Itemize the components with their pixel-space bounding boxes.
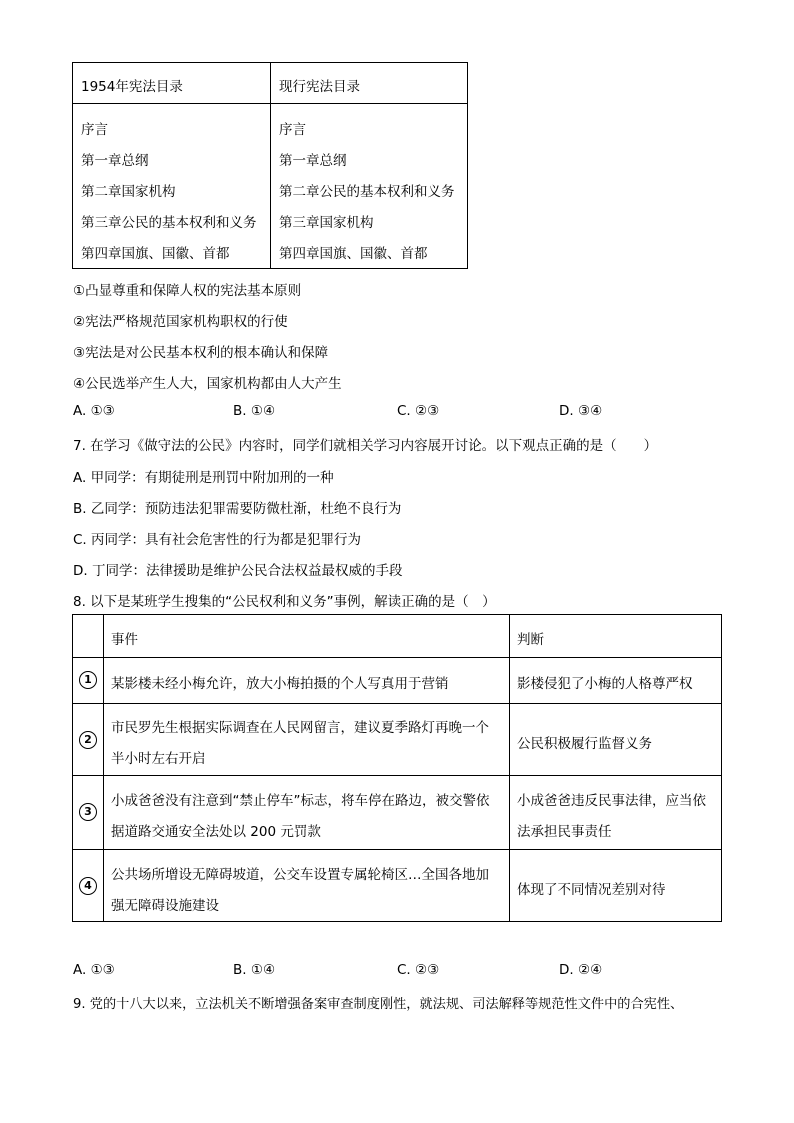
table-cell: 某影楼未经小梅允许，放大小梅拍摄的个人写真用于营销: [111, 676, 449, 692]
question-stem: 8. 以下是某班学生搜集的“公民权利和义务”事例，解读正确的是（ ）: [73, 594, 496, 610]
table-cell: 第二章公民的基本权利和义务: [279, 184, 455, 200]
table-cell: 公共场所增设无障碍坡道，公交车设置专属轮椅区…全国各地加: [111, 867, 489, 883]
option-c: C. ②③: [397, 403, 440, 419]
row-number-badge: 4: [79, 877, 97, 895]
table-cell: 第一章总纲: [81, 153, 149, 169]
rights-duties-table: [72, 614, 722, 922]
table-cell: 第四章国旗、国徽、首都: [81, 246, 230, 262]
question-stem: 9. 党的十八大以来，立法机关不断增强备案审查制度刚性，就法规、司法解释等规范性文件中的合宪性、: [73, 997, 684, 1012]
table-cell: 序言: [279, 122, 306, 138]
table-cell: 序言: [81, 122, 108, 138]
option-c: C. 丙同学：具有社会危害性的行为都是犯罪行为: [73, 532, 362, 548]
option-c: C. ②③: [397, 962, 440, 978]
table-cell: 市民罗先生根据实际调查在人民网留言，建议夏季路灯再晚一个: [111, 720, 489, 736]
row-number-badge: 1: [79, 671, 97, 689]
row-number-badge: 3: [79, 803, 97, 821]
table-cell: 半小时左右开启: [111, 751, 206, 767]
table-cell: 法承担民事责任: [517, 824, 612, 840]
table-header: 现行宪法目录: [279, 79, 360, 95]
table-divider: [103, 615, 104, 921]
table-cell: 强无障碍设施建设: [111, 898, 219, 914]
statement: ④公民选举产生人大，国家机构都由人大产生: [73, 376, 342, 392]
option-b: B. 乙同学：预防违法犯罪需要防微杜渐，杜绝不良行为: [73, 501, 402, 517]
statement: ③宪法是对公民基本权利的根本确认和保障: [73, 345, 329, 361]
statement: ①凸显尊重和保障人权的宪法基本原则: [73, 283, 302, 299]
table-header: 事件: [111, 632, 138, 648]
table-cell: 体现了不同情况差别对待: [517, 882, 666, 898]
table-cell: 公民积极履行监督义务: [517, 736, 652, 752]
table-cell: 小成爸爸违反民事法律，应当依: [517, 793, 706, 809]
table-cell: 第三章公民的基本权利和义务: [81, 215, 257, 231]
table-cell: 第四章国旗、国徽、首都: [279, 246, 428, 262]
constitution-comparison-table: [72, 62, 468, 269]
option-b: B. ①④: [233, 403, 276, 419]
option-d: D. 丁同学：法律援助是维护公民合法权益最权威的手段: [73, 563, 403, 579]
table-cell: 第二章国家机构: [81, 184, 176, 200]
option-d: D. ③④: [559, 403, 603, 419]
table-divider: [73, 657, 721, 658]
table-divider: [73, 849, 721, 850]
option-b: B. ①④: [233, 962, 276, 978]
table-cell: 小成爸爸没有注意到“禁止停车”标志，将车停在路边，被交警依: [111, 793, 490, 809]
table-divider: [73, 703, 721, 704]
row-number-badge: 2: [79, 731, 97, 749]
table-header: 1954年宪法目录: [81, 79, 183, 95]
table-divider: [270, 63, 271, 268]
table-cell: 影楼侵犯了小梅的人格尊严权: [517, 676, 693, 692]
table-header: 判断: [517, 632, 544, 648]
table-divider: [73, 775, 721, 776]
table-cell: 第三章国家机构: [279, 215, 374, 231]
question-stem: 7. 在学习《做守法的公民》内容时，同学们就相关学习内容展开讨论。以下观点正确的是（ ）: [73, 438, 658, 454]
option-d: D. ②④: [559, 962, 603, 978]
statement: ②宪法严格规范国家机构职权的行使: [73, 314, 288, 330]
option-a: A. 甲同学：有期徒刑是刑罚中附加刑的一种: [73, 470, 334, 486]
option-a: A. ①③: [73, 962, 115, 978]
table-cell: 据道路交通安全法处以 200 元罚款: [111, 824, 321, 840]
table-divider: [509, 615, 510, 921]
option-a: A. ①③: [73, 403, 115, 419]
table-divider: [73, 103, 467, 104]
table-cell: 第一章总纲: [279, 153, 347, 169]
